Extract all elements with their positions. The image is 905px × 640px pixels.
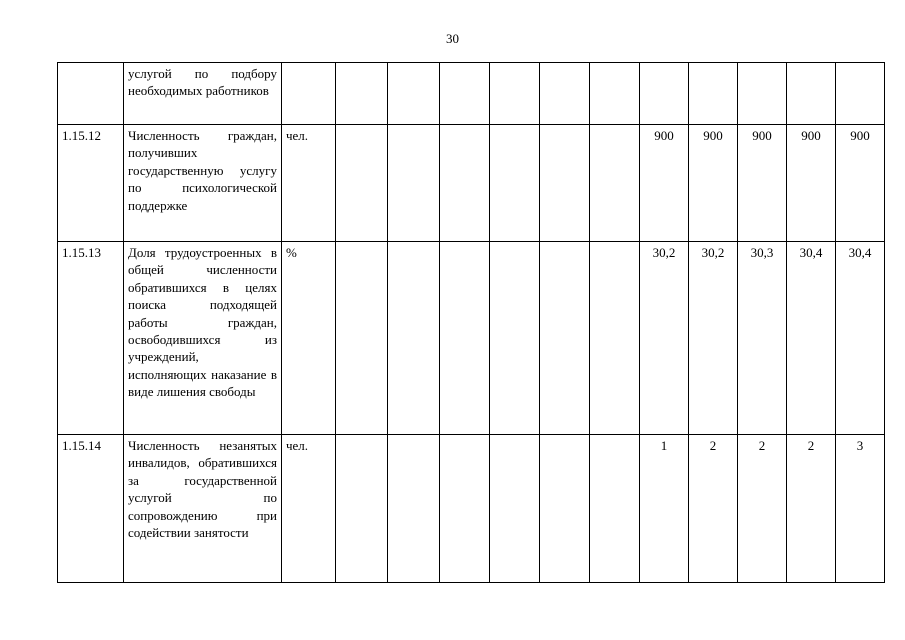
empty-cell xyxy=(490,63,540,125)
empty-cell xyxy=(590,435,640,583)
indicator-description: Численность незанятых инвалидов, обратившихся за государственной услугой по сопровождению при содействии занятости xyxy=(124,435,282,583)
empty-cell xyxy=(388,435,440,583)
value-cell: 30,2 xyxy=(689,242,738,435)
value-cell: 2 xyxy=(787,435,836,583)
table-row xyxy=(58,125,885,242)
empty-cell xyxy=(590,242,640,435)
value-cell: 30,4 xyxy=(836,242,885,435)
value-cell: 900 xyxy=(836,125,885,242)
value-cell xyxy=(689,63,738,125)
row-number: 1.15.13 xyxy=(58,242,124,435)
table-row xyxy=(58,242,885,435)
unit-cell: % xyxy=(282,242,336,435)
empty-cell xyxy=(490,242,540,435)
empty-cell xyxy=(388,242,440,435)
value-cell xyxy=(836,63,885,125)
empty-cell xyxy=(540,435,590,583)
unit-cell: чел. xyxy=(282,125,336,242)
empty-cell xyxy=(336,435,388,583)
value-cell: 3 xyxy=(836,435,885,583)
empty-cell xyxy=(490,125,540,242)
table-row xyxy=(58,435,885,583)
indicator-description: Численность граждан, получивших государственную услугу по психологической поддержке xyxy=(124,125,282,242)
value-cell xyxy=(640,63,689,125)
empty-cell xyxy=(388,125,440,242)
row-number xyxy=(58,63,124,125)
value-cell: 2 xyxy=(738,435,787,583)
empty-cell xyxy=(540,125,590,242)
empty-cell xyxy=(336,125,388,242)
empty-cell xyxy=(590,63,640,125)
empty-cell xyxy=(490,435,540,583)
empty-cell xyxy=(590,125,640,242)
empty-cell xyxy=(388,63,440,125)
table-row xyxy=(58,63,885,125)
empty-cell xyxy=(440,125,490,242)
empty-cell xyxy=(440,63,490,125)
page-number: 30 xyxy=(446,31,459,46)
unit-cell xyxy=(282,63,336,125)
empty-cell xyxy=(336,242,388,435)
unit-cell: чел. xyxy=(282,435,336,583)
empty-cell xyxy=(440,242,490,435)
value-cell: 900 xyxy=(689,125,738,242)
indicators-table xyxy=(57,62,885,583)
value-cell: 2 xyxy=(689,435,738,583)
empty-cell xyxy=(336,63,388,125)
value-cell: 900 xyxy=(787,125,836,242)
value-cell: 30,2 xyxy=(640,242,689,435)
value-cell xyxy=(787,63,836,125)
row-number: 1.15.14 xyxy=(58,435,124,583)
empty-cell xyxy=(540,63,590,125)
value-cell: 900 xyxy=(640,125,689,242)
row-number: 1.15.12 xyxy=(58,125,124,242)
indicator-description: услугой по подбору необходимых работников xyxy=(124,63,282,125)
value-cell: 1 xyxy=(640,435,689,583)
value-cell: 30,4 xyxy=(787,242,836,435)
value-cell: 30,3 xyxy=(738,242,787,435)
empty-cell xyxy=(540,242,590,435)
empty-cell xyxy=(440,435,490,583)
indicator-description: Доля трудоустроенных в общей численности обратившихся в целях поиска подходящей работы граждан, освободившихся из учреждений, исполняющих наказание в виде лишения свободы xyxy=(124,242,282,435)
value-cell: 900 xyxy=(738,125,787,242)
value-cell xyxy=(738,63,787,125)
